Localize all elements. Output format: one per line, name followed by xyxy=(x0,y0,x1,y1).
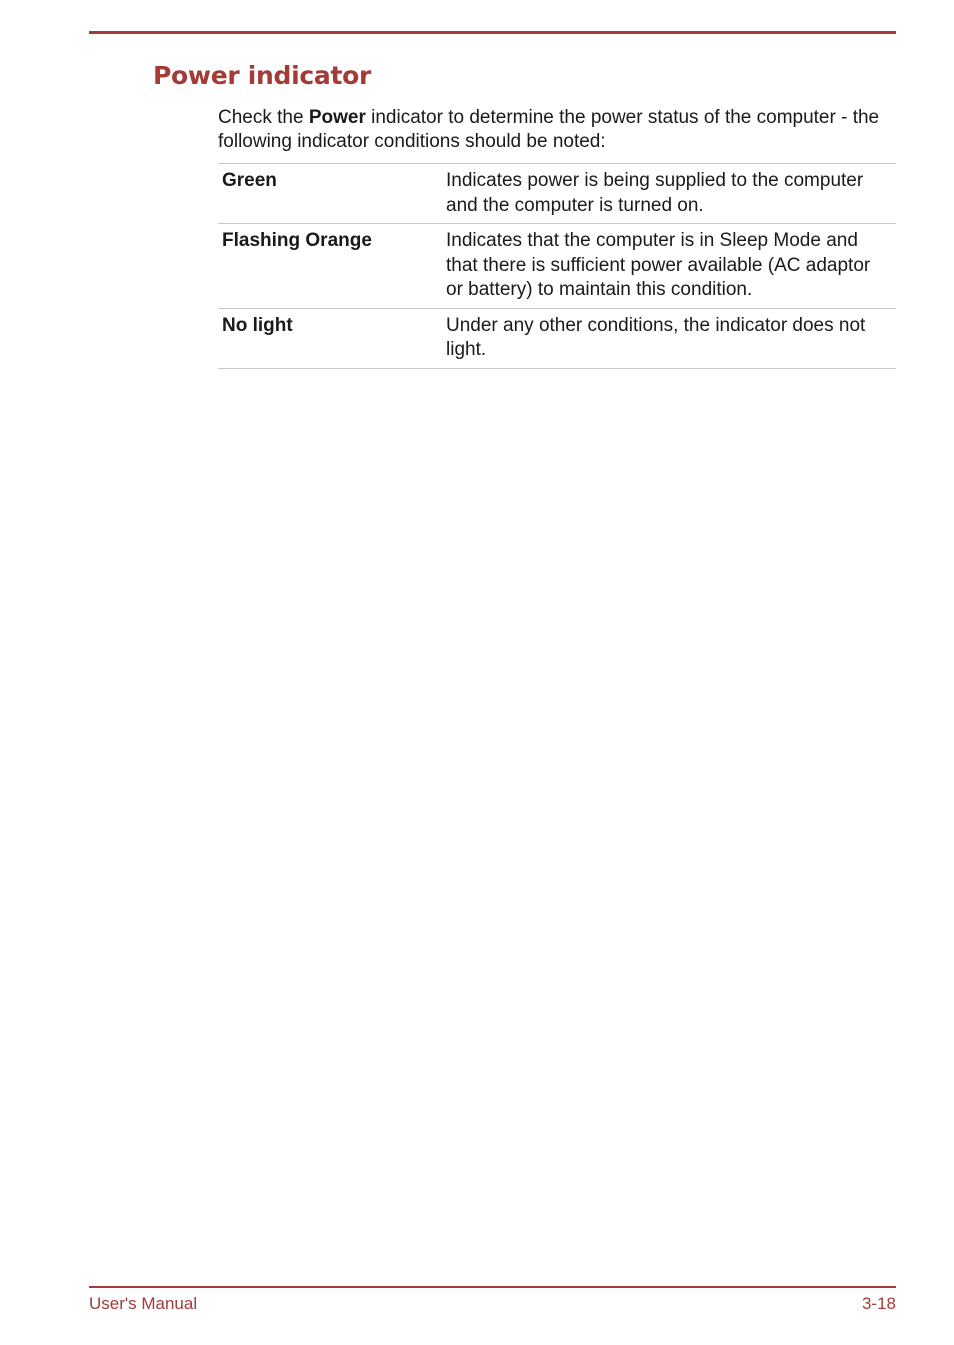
indicator-description: Indicates that the computer is in Sleep Mode and that there is sufficient power available (AC adaptor or battery) to maintain this condition. xyxy=(446,230,871,300)
footer-page-number: 3-18 xyxy=(861,1294,896,1313)
indicator-term: Flashing Orange xyxy=(222,230,372,251)
table-row xyxy=(218,224,896,309)
indicator-description: Under any other conditions, the indicator does not light. xyxy=(446,314,866,360)
indicator-term: Green xyxy=(222,170,277,191)
header-rule xyxy=(89,31,896,34)
indicator-description: Indicates power is being supplied to the computer and the computer is turned on. xyxy=(446,170,864,216)
intro-text-after: indicator to determine the power status of the computer - the following indicator conditions should be noted: xyxy=(218,107,880,152)
intro-text-before: Check the xyxy=(218,107,309,128)
intro-paragraph xyxy=(218,106,898,154)
indicator-term: No light xyxy=(222,314,293,336)
intro-text-bold: Power xyxy=(308,107,366,128)
section-title: Power indicator xyxy=(153,61,372,90)
table-row xyxy=(218,164,896,224)
table-row xyxy=(218,308,896,368)
footer-rule xyxy=(89,1286,896,1288)
indicator-table xyxy=(218,163,896,369)
footer-manual-title: User's Manual xyxy=(89,1294,198,1313)
